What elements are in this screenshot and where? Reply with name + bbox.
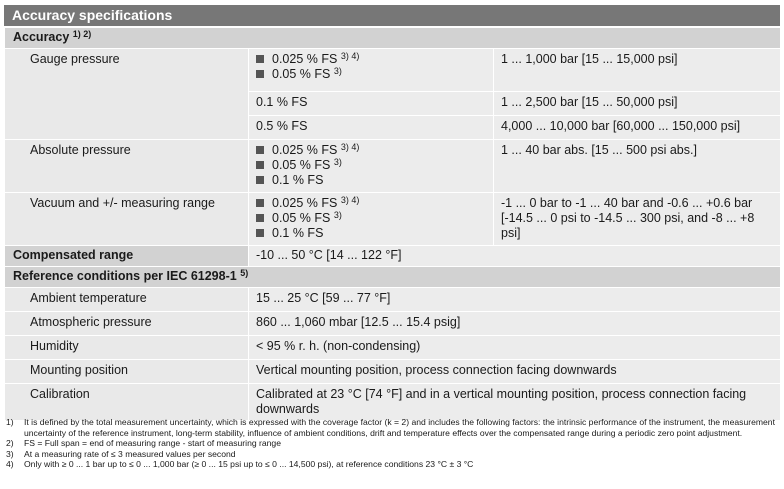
reference-header-sup: 5): [240, 268, 249, 278]
vacuum-range-label: Vacuum and +/- measuring range: [5, 193, 249, 246]
gauge-range-2: 1 ... 2,500 bar [15 ... 50,000 psi]: [494, 92, 781, 116]
table-row: [5, 360, 781, 384]
humidity-label: Humidity: [5, 336, 249, 360]
mounting-position-label: Mounting position: [5, 360, 249, 384]
accuracy-section-header: [5, 28, 781, 49]
calibration-label: Calibration: [5, 384, 249, 421]
table-row: [5, 312, 781, 336]
table-row: [5, 288, 781, 312]
footnote-item: 1) It is defined by the total measurement uncertainty, which is expressed with the coverage factor (k = 2) and includes the following factors: the intrinsic performance of the instrument, the measurement uncertainty of the reference instrument, long-term stability, influence of ambient conditions, drift and temperature effects over the compensated range during a periodic zero point adjustment.: [6, 417, 775, 438]
list-item: 0.1 % FS: [256, 226, 485, 241]
square-bullet-icon: [256, 229, 264, 237]
vacuum-accuracy-values: [249, 193, 494, 246]
square-bullet-icon: [256, 70, 264, 78]
list-item: 0.1 % FS: [256, 173, 485, 188]
footnote-item: 3) At a measuring rate of ≤ 3 measured values per second: [6, 448, 236, 459]
list-item: 0.05 % FS $^{3)}$: [256, 67, 485, 82]
mounting-position-value: Vertical mounting position, process connection facing downwards: [249, 360, 781, 384]
accuracy-header-text: Accuracy: [13, 30, 70, 44]
footnote-item: 2) FS = Full span = end of measuring range - start of measuring range: [6, 438, 281, 449]
atmospheric-pressure-value: 860 ... 1,060 mbar [12.5 ... 15.4 psig]: [249, 312, 781, 336]
table-row: [5, 336, 781, 360]
square-bullet-icon: [256, 146, 264, 154]
table-row: [5, 384, 781, 421]
reference-section-header: [5, 267, 781, 288]
gauge-pressure-label: Gauge pressure: [5, 49, 249, 140]
gauge-range-1: 1 ... 1,000 bar [15 ... 15,000 psi]: [494, 49, 781, 92]
accuracy-spec-table: [4, 27, 781, 421]
absolute-range: 1 ... 40 bar abs. [15 ... 500 psi abs.]: [494, 140, 781, 193]
compensated-range-value: -10 ... 50 °C [14 ... 122 °F]: [249, 246, 781, 267]
vacuum-range-line-2: [-14.5 ... 0 psi to -14.5 ... 300 psi, and -8 ... +8 psi]: [501, 211, 755, 240]
absolute-accuracy-values: [249, 140, 494, 193]
square-bullet-icon: [256, 55, 264, 63]
list-item: 0.025 % FS $^{3) 4)}$: [256, 52, 485, 67]
footnotes: [6, 417, 778, 470]
table-row: [5, 193, 781, 246]
compensated-range-label: Compensated range: [5, 246, 249, 267]
reference-section-row: [5, 267, 781, 288]
reference-header-text: Reference conditions per IEC 61298-1: [13, 269, 237, 283]
ambient-temperature-value: 15 ... 25 °C [59 ... 77 °F]: [249, 288, 781, 312]
list-item: 0.025 % FS $^{3) 4)}$: [256, 196, 485, 211]
calibration-value: Calibrated at 23 °C [74 °F] and in a vertical mounting position, process connection facing downwards: [249, 384, 781, 421]
humidity-value: < 95 % r. h. (non-condensing): [249, 336, 781, 360]
table-row: [5, 246, 781, 267]
gauge-range-3: 4,000 ... 10,000 bar [60,000 ... 150,000 psi]: [494, 116, 781, 140]
square-bullet-icon: [256, 199, 264, 207]
ambient-temperature-label: Ambient temperature: [5, 288, 249, 312]
vacuum-range-line-1: -1 ... 0 bar to -1 ... 40 bar and -0.6 ... +0.6 bar: [501, 196, 753, 210]
square-bullet-icon: [256, 161, 264, 169]
list-item: 0.05 % FS $^{3)}$: [256, 158, 485, 173]
list-item: 0.025 % FS $^{3) 4)}$: [256, 143, 485, 158]
gauge-accuracy-value-3: 0.5 % FS: [249, 116, 494, 140]
square-bullet-icon: [256, 214, 264, 222]
table-row: [5, 49, 781, 92]
gauge-accuracy-values: [249, 49, 494, 92]
absolute-pressure-label: Absolute pressure: [5, 140, 249, 193]
square-bullet-icon: [256, 176, 264, 184]
accuracy-header-sup: 1) 2): [72, 29, 92, 39]
page-title: Accuracy specifications: [4, 5, 780, 26]
vacuum-range: [494, 193, 781, 246]
table-row: [5, 140, 781, 193]
gauge-accuracy-value-2: 0.1 % FS: [249, 92, 494, 116]
atmospheric-pressure-label: Atmospheric pressure: [5, 312, 249, 336]
accuracy-section-row: [5, 28, 781, 49]
footnote-item: 4) Only with ≥ 0 ... 1 bar up to ≤ 0 ... 1,000 bar (≥ 0 ... 15 psi up to ≤ 0 ... 14,500 psi), at reference conditions 23 °C ± 3 °C: [6, 459, 474, 470]
list-item: 0.05 % FS $^{3)}$: [256, 211, 485, 226]
